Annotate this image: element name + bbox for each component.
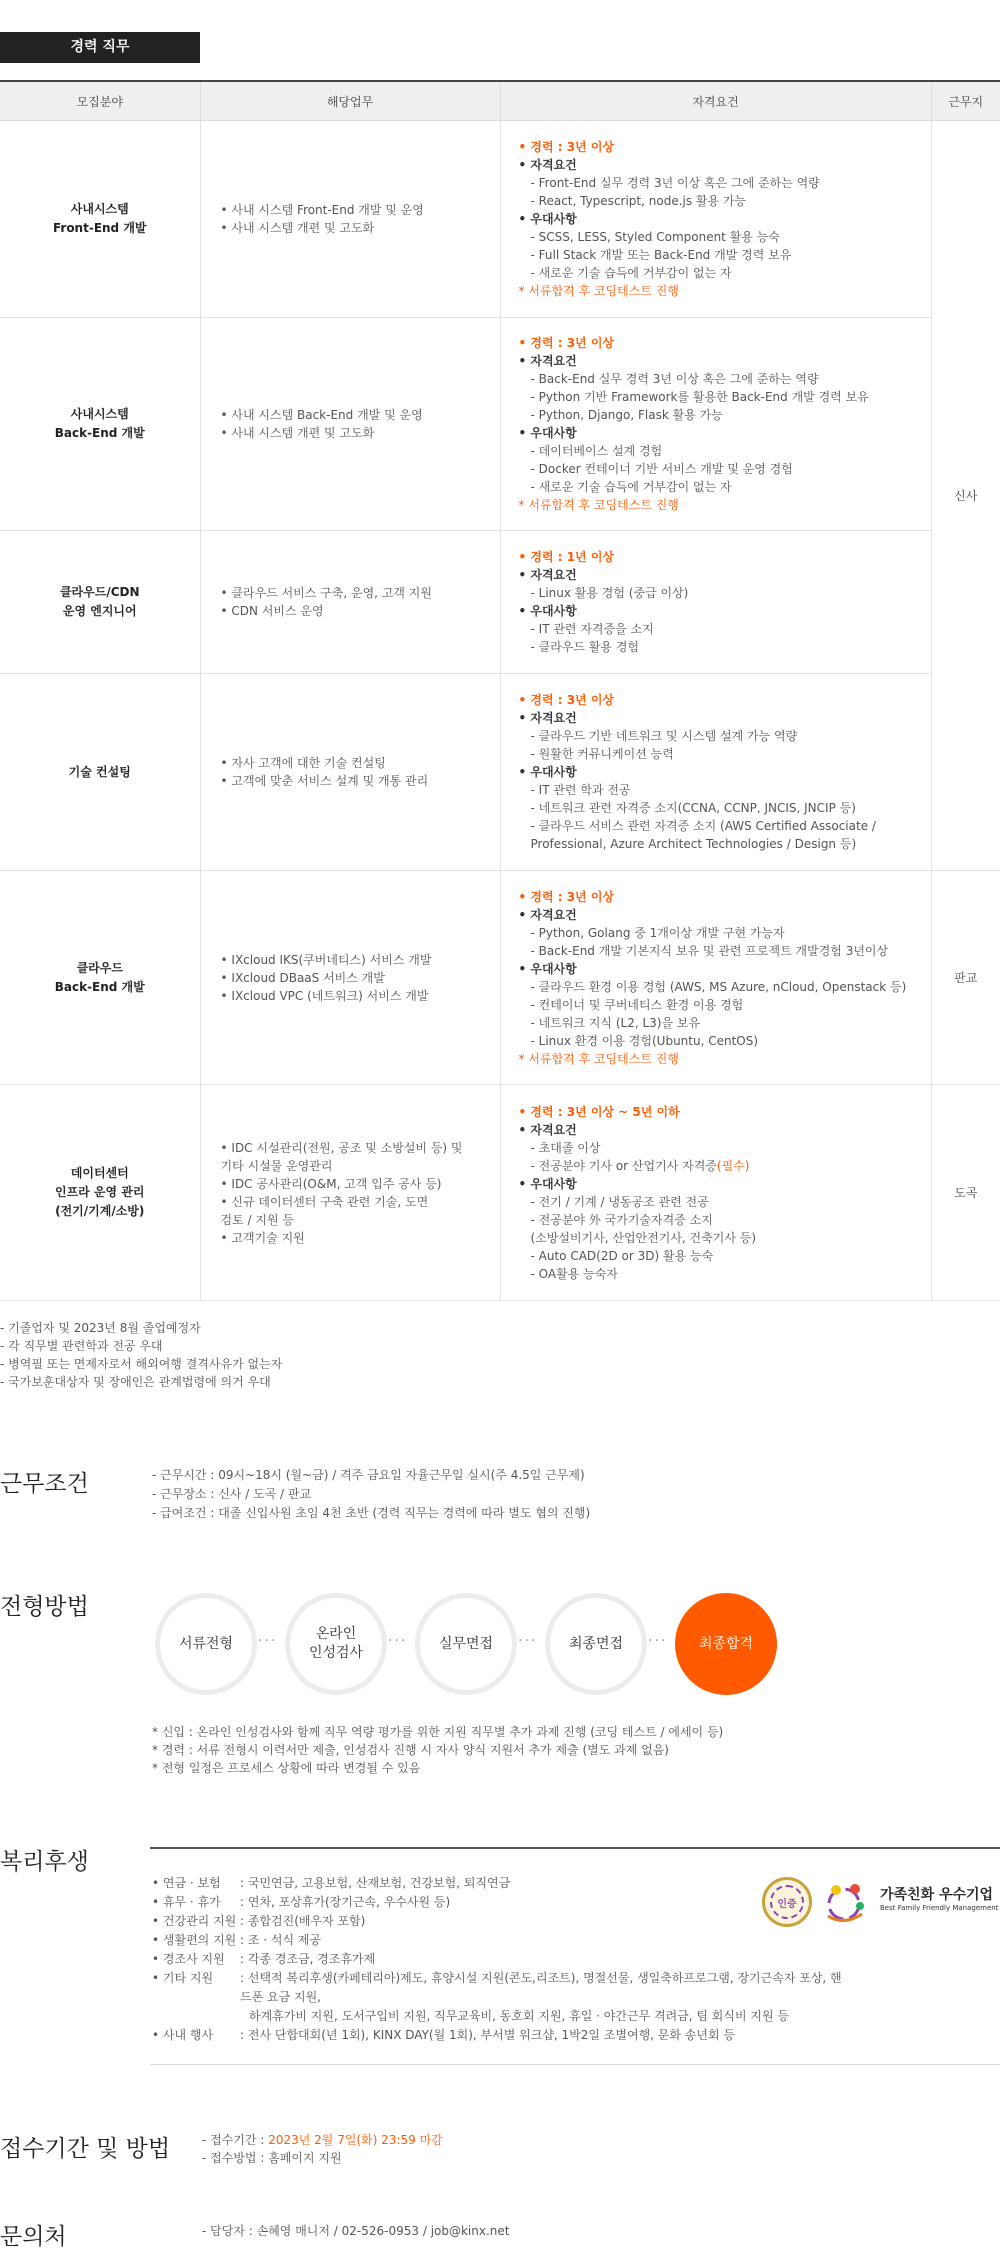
step-connector: ··· [518,1633,538,1649]
preference-item: - 네트워크 관련 자격증 소지(CCNA, CCNP, JNCIS, JNCIP 등) [519,799,921,817]
table-row [0,318,1000,531]
step-personality-test: 온라인 인성검사 [285,1593,387,1695]
eligibility-notes [0,1319,282,1391]
work-conditions-list [152,1466,590,1523]
required-tag: (필수) [716,1158,750,1173]
table-row [0,871,1000,1085]
column-header: 모집분야 [0,82,200,121]
coding-test-note: * 서류합격 후 코딩테스트 진행 [519,1050,921,1068]
contact-title: 문의처 [0,2224,67,2250]
experience-label: • 경력 : 3년 이상 [519,334,921,352]
job-field: 기술 컨설팅 [0,674,200,871]
preference-item: - 전기 / 기계 / 냉동공조 관련 전공 [519,1193,921,1211]
work-location: 신사 [931,121,1000,871]
benefit-row: • 연금 · 보험 : 국민연금, 고용보험, 산재보험, 건강보험, 퇴직연금 [152,1874,854,1893]
eligibility-item: - 국가보훈대상자 및 장애인은 관계법령에 의거 우대 [0,1373,282,1391]
job-duties [200,121,500,318]
step-connector: ··· [648,1633,668,1649]
qualification-header: • 자격요건 [519,352,921,370]
table-row [0,674,1000,871]
step-practical-interview: 실무면접 [415,1593,517,1695]
preference-header: • 우대사항 [519,763,921,781]
preference-item: - 컨테이너 및 쿠버네티스 환경 이용 경험 [519,996,921,1014]
preference-item: - 네트워크 지식 (L2, L3)을 보유 [519,1014,921,1032]
family-friendly-logo [822,1880,999,1931]
duty-item: • 고객에 맞춘 서비스 설계 및 개통 관리 [220,774,429,788]
experience-label: • 경력 : 3년 이상 [519,691,921,709]
duty-item: • CDN 서비스 운영 [220,604,324,618]
preference-item: - 새로운 기술 습득에 거부감이 없는 자 [519,478,921,496]
job-duties [200,531,500,674]
qualification-header: • 자격요건 [519,1121,921,1139]
job-duties [200,674,500,871]
contact-text[interactable]: - 담당자 : 손혜영 매니저 / 02-526-0953 / job@kinx.net [202,2222,509,2239]
qualification-header: • 자격요건 [519,709,921,727]
experience-label: • 경력 : 3년 이상 ~ 5년 이하 [519,1103,921,1121]
job-field: 사내시스템 Front-End 개발 [0,121,200,318]
preference-continuation: Professional, Azure Architect Technologies / Design 등) [530,837,857,851]
work-location: 판교 [931,871,1000,1085]
table-row [0,531,1000,674]
duty-item: • IXcloud DBaaS 서비스 개발 [220,970,385,985]
qualification-header: • 자격요건 [519,156,921,174]
work-conditions-title: 근무조건 [0,1471,89,1497]
requirement-item: - Back-End 개발 기본지식 보유 및 관련 프로젝트 개발경험 3년이상 [519,942,921,960]
qualification-header: • 자격요건 [519,566,921,584]
preference-header: • 우대사항 [519,210,921,228]
benefits-title: 복리후생 [0,1849,89,1875]
experience-label: • 경력 : 3년 이상 [519,888,921,906]
duty-item: • 클라우드 서비스 구축, 운영, 고객 지원 [220,586,432,600]
requirement-item: - Front-End 실무 경력 3년 이상 혹은 그에 준하는 역량 [519,174,921,192]
process-note: * 전형 일정은 프로세스 상황에 따라 변경될 수 있음 [152,1759,723,1777]
table-header-row [0,82,1000,121]
requirement-item: - Linux 활용 경험 (중급 이상) [519,584,921,602]
duty-item: • 신규 데이터센터 구축 관련 기술, 도면 검토 / 지원 등 [220,1194,429,1227]
benefit-row-continuation: 하계휴가비 지원, 도서구입비 지원, 직무교육비, 동호회 지원, 휴일 · 야간근무 격려금, 팀 회식비 지원 등 [249,2009,789,2023]
job-requirements [500,871,931,1085]
apply-info [202,2131,443,2167]
family-friendly-title: 가족친화 우수기업 [880,1887,994,1903]
process-note: * 경력 : 서류 전형시 이력서만 제출, 인성검사 진행 시 자사 양식 지원서 추가 제출 (별도 과제 없음) [152,1741,723,1759]
duty-item: • 사내 시스템 개편 및 고도화 [220,426,375,440]
job-duties [200,1085,500,1301]
apply-deadline: 2023년 2월 7일(화) 23:59 마감 [268,2133,443,2147]
benefit-row: • 사내 행사 : 전사 단합대회(년 1회), KINX DAY(월 1회), 부서별 워크샵, 1박2일 조별여행, 문화 송년회 등 [152,2026,854,2045]
condition-item: - 근무시간 : 09시~18시 (월~금) / 격주 금요일 자율근무일 실시(주 4.5일 근무제) [152,1466,590,1485]
benefit-row: • 휴무 · 휴가 : 연차, 포상휴가(장기근속, 우수사원 등) [152,1893,854,1912]
step-connector: ··· [258,1633,278,1649]
requirement-item: - Python, Golang 중 1개이상 개발 구현 가능자 [519,924,921,942]
work-location: 도곡 [931,1085,1000,1301]
step-final-interview: 최종면접 [545,1593,647,1695]
preference-item: - SCSS, LESS, Styled Component 활용 능숙 [519,228,921,246]
duty-item: • 자사 고객에 대한 기술 컨설팅 [220,756,386,770]
table-row [0,121,1000,318]
preference-item: - 데이터베이스 설계 경험 [519,442,921,460]
step-document: 서류전형 [155,1593,257,1695]
benefit-row: • 경조사 지원 : 각종 경조금, 경조휴가제 [152,1950,854,1969]
duty-item: • 사내 시스템 Back-End 개발 및 운영 [220,408,423,422]
contact-info [202,2222,509,2239]
condition-item: - 근무장소 : 신사 / 도곡 / 판교 [152,1485,590,1504]
requirement-item: - 초대졸 이상 [519,1139,921,1157]
condition-item: - 급여조건 : 대졸 신입사원 초임 4천 초반 (경력 직무는 경력에 따라 별도 협의 진행) [152,1504,590,1523]
job-field: 사내시스템 Back-End 개발 [0,318,200,531]
benefit-row: • 건강관리 지원 : 종합검진(배우자 포함) [152,1912,854,1931]
requirement-item: - Back-End 실무 경력 3년 이상 혹은 그에 준하는 역량 [519,370,921,388]
duty-item: • 사내 시스템 Front-End 개발 및 운영 [220,203,424,217]
job-requirements [500,121,931,318]
family-friendly-icon [822,1880,878,1928]
preference-item: - OA활용 능숙자 [519,1265,921,1283]
experience-label: • 경력 : 3년 이상 [519,138,921,156]
process-title: 전형방법 [0,1594,89,1620]
jobs-table [0,82,1000,1301]
requirement-item: - 클라우드 기반 네트워크 및 시스템 설계 가능 역량 [519,727,921,745]
benefit-row: • 기타 지원 : 선택적 복리후생(카페테리아)제도, 휴양시설 지원(콘도,리조트), 명절선물, 생일축하프로그램, 장기근속자 포상, 핸드폰 요금 지원, [152,1969,854,2007]
requirement-item: - React, Typescript, node.js 활용 가능 [519,192,921,210]
eligibility-item: - 병역필 또는 면제자로서 해외여행 결격사유가 없는자 [0,1355,282,1373]
preference-item: - 전공분야 外 국가기술자격증 소지 [519,1211,921,1229]
qualification-header: • 자격요건 [519,906,921,924]
preference-header: • 우대사항 [519,602,921,620]
preference-header: • 우대사항 [519,960,921,978]
career-tab[interactable]: 경력 직무 [0,32,200,63]
badge-inner: 인증 [770,1885,804,1919]
job-requirements [500,318,931,531]
step-final-pass: 최종합격 [675,1593,777,1695]
job-field: 데이터센터 인프라 운영 관리 (전기/기계/소방) [0,1085,200,1301]
preference-header: • 우대사항 [519,424,921,442]
preference-continuation: (소방설비기사, 산업안전기사, 건축기사 등) [530,1230,757,1245]
benefits-list [152,1874,854,2045]
job-field: 클라우드 Back-End 개발 [0,871,200,1085]
family-friendly-subtitle: Best Family Friendly Management [880,1904,999,1912]
job-requirements [500,531,931,674]
job-field: 클라우드/CDN 운영 엔지니어 [0,531,200,674]
table-row [0,1085,1000,1301]
requirement-item: - Python, Django, Flask 활용 가능 [519,406,921,424]
preference-item: - 새로운 기술 습득에 거부감이 없는 자 [519,264,921,282]
job-requirements [500,1085,931,1301]
preference-item: - Full Stack 개발 또는 Back-End 개발 경력 보유 [519,246,921,264]
experience-label: • 경력 : 1년 이상 [519,548,921,566]
duty-item: • IDC 시설관리(전원, 공조 및 소방설비 등) 및 기타 시설물 운영관리 [220,1140,463,1173]
preference-item: - Docker 컨테이너 기반 서비스 개발 및 운영 경험 [519,460,921,478]
preference-item: - 클라우드 환경 이용 경험 (AWS, MS Azure, nCloud, Openstack 등) [519,978,921,996]
apply-period: - 접수기간 : 2023년 2월 7일(화) 23:59 마감 [202,2131,443,2149]
duty-item: • IDC 공사관리(O&M, 고객 입주 공사 등) [220,1176,442,1191]
job-duties [200,871,500,1085]
duty-item: • 고객기술 지원 [220,1230,305,1245]
process-steps [155,1593,775,1693]
process-note: * 신입 : 온라인 인성검사와 함께 직무 역량 평가를 위한 지원 직무별 추가 과제 진행 (코딩 테스트 / 에세이 등) [152,1723,723,1741]
preference-item: - IT 관련 자격증을 소지 [519,620,921,638]
apply-method: - 접수방법 : 홈페이지 지원 [202,2149,443,2167]
preference-item: - 클라우드 서비스 관련 자격증 소지 (AWS Certified Associate / [519,817,921,835]
preference-item: - 클라우드 활용 경험 [519,638,921,656]
benefit-row: • 생활편의 지원 : 조 · 석식 제공 [152,1931,854,1950]
duty-item: • IXcloud VPC (네트워크) 서비스 개발 [220,988,429,1003]
certification-badge-icon [762,1877,812,1927]
preference-item: - Linux 환경 이용 경험(Ubuntu, CentOS) [519,1032,921,1050]
column-header: 자격요건 [500,82,931,121]
duty-item: • 사내 시스템 개편 및 고도화 [220,221,375,235]
preference-item: - Auto CAD(2D or 3D) 활용 능숙 [519,1247,921,1265]
requirement-item: - Python 기반 Framework를 활용한 Back-End 개발 경력 보유 [519,388,921,406]
column-header: 해당업무 [200,82,500,121]
apply-title: 접수기간 및 방법 [0,2136,171,2162]
eligibility-item: - 기졸업자 및 2023년 8월 졸업예정자 [0,1319,282,1337]
preference-header: • 우대사항 [519,1175,921,1193]
preference-item: - IT 관련 학과 전공 [519,781,921,799]
duty-item: • IXcloud IKS(쿠버네티스) 서비스 개발 [220,952,432,967]
column-header: 근무지 [931,82,1000,121]
coding-test-note: * 서류합격 후 코딩테스트 진행 [519,496,921,514]
eligibility-item: - 각 직무별 관련학과 전공 우대 [0,1337,282,1355]
step-connector: ··· [388,1633,408,1649]
process-notes [152,1723,723,1777]
coding-test-note: * 서류합격 후 코딩테스트 진행 [519,282,921,300]
job-requirements [500,674,931,871]
requirement-item: - 원활한 커뮤니케이션 능력 [519,745,921,763]
requirement-item: - 전공분야 기사 or 산업기사 자격증(필수) [519,1157,921,1175]
job-duties [200,318,500,531]
